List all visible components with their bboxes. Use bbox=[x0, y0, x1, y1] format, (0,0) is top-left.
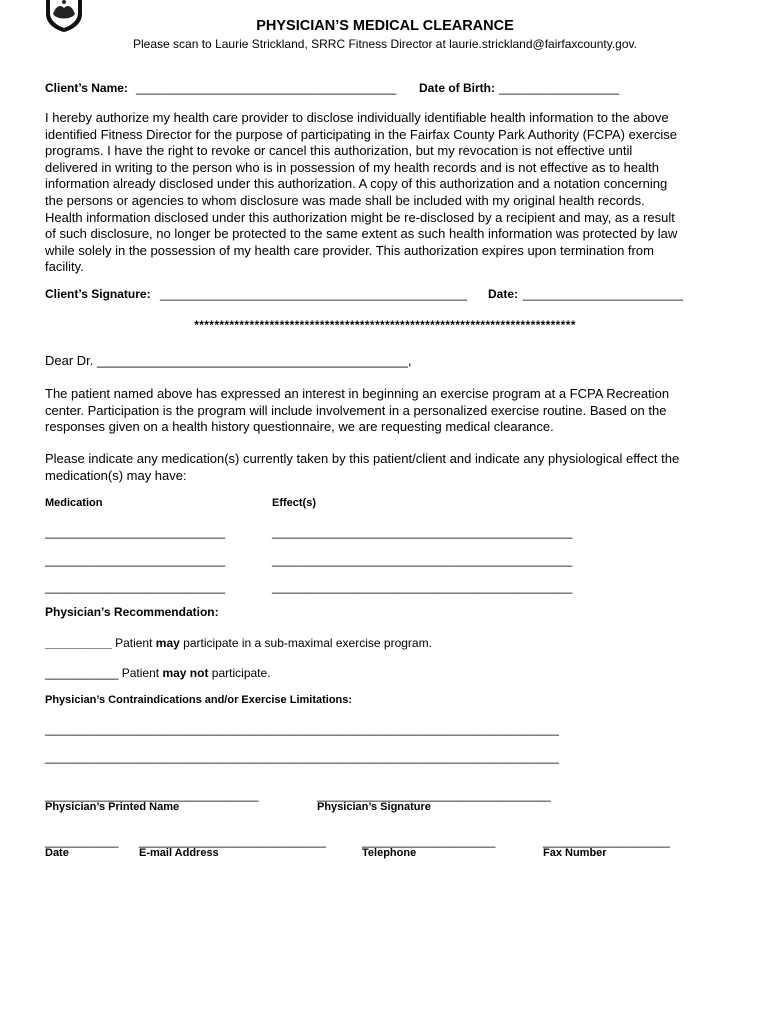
recommendation-heading: Physician’s Recommendation: bbox=[45, 605, 219, 619]
option-text: Patient bbox=[118, 666, 163, 680]
email-field[interactable]: ____________________________ bbox=[139, 834, 326, 848]
medication-field-2[interactable]: ___________________________ bbox=[45, 553, 226, 567]
paragraph-line: Please indicate any medication(s) currently taken by this patient/client and indicate any physiological effect the bbox=[45, 451, 680, 466]
fax-label: Fax Number bbox=[543, 847, 607, 859]
paragraph-line: identified Fitness Director for the purpose of participating in the Fairfax County Park Authority (FCPA) exercise bbox=[45, 126, 677, 142]
paragraph-line: Health information disclosed under this authorization might be re-disclosed by a recipient and may, as a result bbox=[45, 209, 675, 225]
date-label: Date bbox=[45, 847, 69, 859]
physician-signature-label: Physician’s Signature bbox=[317, 801, 431, 813]
dear-doctor-line[interactable]: Dear Dr. ___________________________________________, bbox=[45, 353, 412, 368]
contraindications-field-2[interactable]: _____________________________________________________________________________ bbox=[45, 750, 559, 764]
physician-name-label: Physician’s Printed Name bbox=[45, 801, 180, 813]
signature-date-label: Date: bbox=[488, 287, 519, 301]
telephone-field[interactable]: ____________________ bbox=[362, 834, 496, 848]
authorization-paragraph bbox=[45, 110, 730, 276]
may-not-participate-option bbox=[45, 666, 271, 680]
effect-field-2[interactable]: _____________________________________________ bbox=[272, 553, 573, 567]
contraindications-heading: Physician’s Contraindications and/or Exercise Limitations: bbox=[45, 694, 353, 706]
paragraph-line: medication(s) may have: bbox=[45, 467, 187, 483]
date-of-birth-label: Date of Birth: bbox=[419, 81, 495, 95]
client-signature-field[interactable]: ______________________________________________ bbox=[160, 287, 467, 301]
intro-paragraph bbox=[45, 386, 730, 436]
document-subtitle: Please scan to Laurie Strickland, SRRC Fitness Director at laurie.strickland@fairfaxcounty.gov. bbox=[133, 37, 637, 51]
paragraph-line: delivered in writing to the person who is in possession of my health records and is not effective as to health bbox=[45, 159, 659, 175]
paragraph-line: responses given on a health history questionnaire, we are requesting medical clearance. bbox=[45, 419, 554, 435]
medication-field-3[interactable]: ___________________________ bbox=[45, 580, 226, 594]
paragraph-line: I hereby authorize my health care provider to disclose individually identifiable health information to the above bbox=[45, 110, 669, 125]
paragraph-line: The patient named above has expressed an interest in beginning an exercise program at a FCPA Recreation bbox=[45, 386, 670, 401]
client-name-label: Client’s Name: bbox=[45, 81, 128, 95]
paragraph-line: while solely in the possession of my health care provider. This authorization expires upon termination from bbox=[45, 242, 654, 258]
option-text: participate in a sub-maximal exercise program. bbox=[179, 636, 432, 650]
paragraph-line: of such disclosure, no longer be protected to the same extent as such health information was protected by law bbox=[45, 226, 678, 242]
paragraph-line: the persons or agencies to whom disclosure was made shall be included with my original health records. bbox=[45, 192, 645, 208]
email-label: E-mail Address bbox=[139, 847, 219, 859]
fax-field[interactable]: ___________________ bbox=[543, 834, 670, 848]
effects-column-header: Effect(s) bbox=[272, 497, 317, 509]
may-participate-blank[interactable]: __________ bbox=[45, 636, 112, 650]
date-field[interactable]: ___________ bbox=[45, 834, 119, 848]
option-emphasis: may bbox=[155, 636, 180, 650]
asterisk-separator: **************************************************************************** bbox=[194, 318, 576, 332]
may-participate-option bbox=[45, 636, 432, 650]
medication-prompt bbox=[45, 451, 730, 484]
physician-name-field[interactable]: ________________________________ bbox=[45, 788, 259, 802]
physician-signature-field[interactable]: ___________________________________ bbox=[317, 788, 551, 802]
client-signature-label: Client’s Signature: bbox=[45, 287, 151, 301]
paragraph-line: information already disclosed under this authorization. A copy of this authorization and a notation concerning bbox=[45, 176, 668, 192]
client-name-field[interactable]: _______________________________________ bbox=[136, 81, 397, 95]
telephone-label: Telephone bbox=[362, 847, 417, 859]
contraindications-field-1[interactable]: _____________________________________________________________________________ bbox=[45, 722, 559, 736]
medication-column-header: Medication bbox=[45, 497, 103, 509]
option-emphasis: may not bbox=[162, 666, 209, 680]
may-not-participate-blank[interactable]: ___________ bbox=[45, 666, 119, 680]
paragraph-line: programs. I have the right to revoke or cancel this authorization, but my revocation is not effective until bbox=[45, 143, 633, 159]
document-title: PHYSICIAN’S MEDICAL CLEARANCE bbox=[256, 18, 514, 34]
effect-field-3[interactable]: _____________________________________________ bbox=[272, 580, 573, 594]
date-of-birth-field[interactable]: __________________ bbox=[499, 81, 620, 95]
medication-field-1[interactable]: ___________________________ bbox=[45, 525, 226, 539]
option-text: participate. bbox=[208, 666, 271, 680]
option-text: Patient bbox=[111, 636, 156, 650]
paragraph-line: facility. bbox=[45, 259, 84, 275]
signature-date-field[interactable]: ________________________ bbox=[523, 287, 684, 301]
paragraph-line: center. Participation is the program will include involvement in a personalized exercise routine. Based on the bbox=[45, 402, 667, 418]
effect-field-1[interactable]: _____________________________________________ bbox=[272, 525, 573, 539]
